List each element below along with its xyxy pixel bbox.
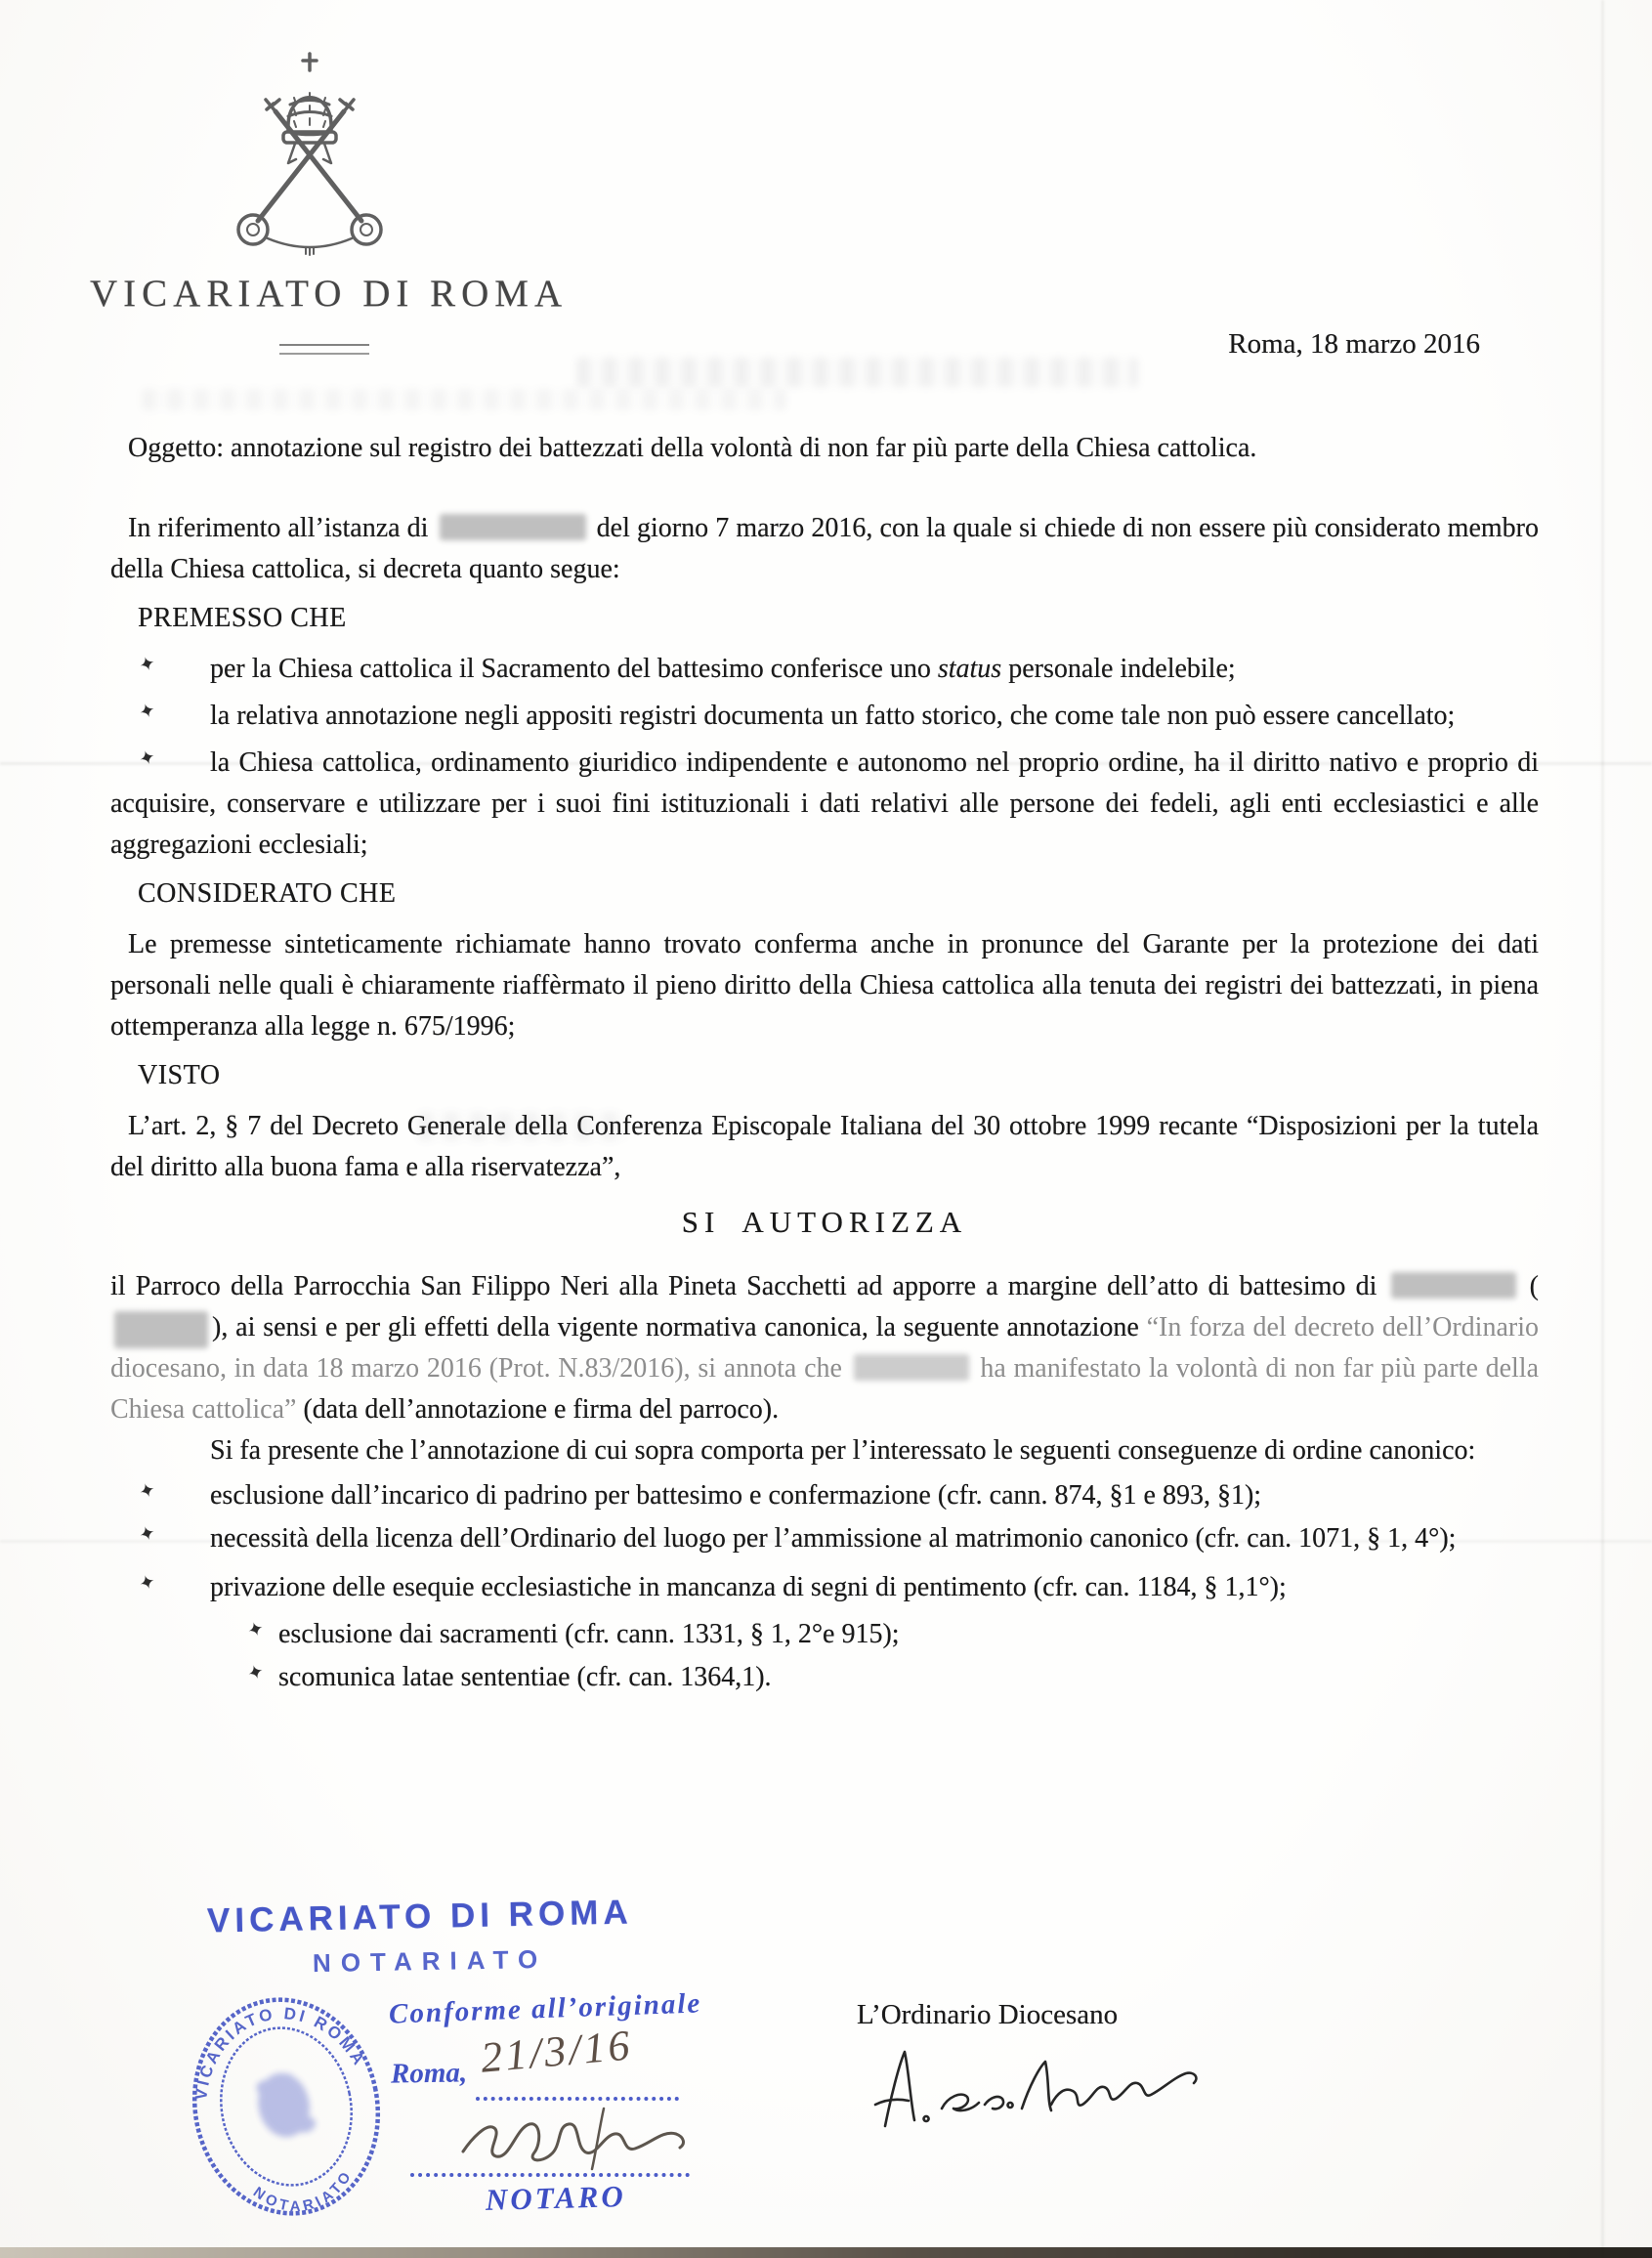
intro-text-post: del giorno 7 marzo 2016, con la quale si chiede di non essere più considerato membro della Chiesa cattolica, si decreta quanto segue: (110, 513, 1539, 584)
letterhead-title: VICARIATO DI ROMA (90, 273, 569, 315)
fold-crease (0, 1540, 1652, 1543)
scan-ghost-artifact (576, 358, 1138, 387)
consequences-intro: Si fa presente che l’annotazione di cui sopra comporta per l’interessato le seguenti conseguenze di ordine canonico: (210, 1435, 1476, 1466)
authorization-heading: SI AUTORIZZA (681, 1205, 968, 1239)
premesso-heading: PREMESSO CHE (138, 603, 347, 633)
premesso-item-2 (110, 696, 1539, 737)
quoted-annotation-2: ha manifestato la volontà di non far più parte della Chiesa cattolica” (110, 1353, 1539, 1425)
authorization-text-4: (data dell’annotazione e firma del parroco). (303, 1394, 780, 1425)
consequence-item-3-text: privazione delle esequie ecclesiastiche in mancanza di segni di pentimento (cfr. can. 1184, § 1,1°); (210, 1572, 1287, 1602)
premesso-item-3-text: la Chiesa cattolica, ordinamento giuridico indipendente e autonomo nel proprio ordine, ha il diritto nativo e proprio di acquisire, conservare e utilizzare per i suoi fini istituzionali i dati relativi alle persone dei fedeli, agli enti ecclesiastici e alle aggregazioni ecclesiali; (110, 747, 1539, 860)
consequence-item-4-text: esclusione dai sacramenti (cfr. cann. 1331, § 1, 2°e 915); (278, 1619, 900, 1649)
arrow-bullet-icon: ✦ (137, 700, 158, 724)
conforme-label: Conforme all’originale (388, 1987, 702, 2030)
premesso-item-2-text: la relativa annotazione negli appositi registri documenta un fatto storico, che come tale non può essere cancellato; (210, 701, 1456, 731)
redacted-name-3 (854, 1354, 969, 1381)
papal-keys-tiara-emblem-icon (217, 49, 402, 259)
visto-heading: VISTO (138, 1060, 221, 1090)
consequence-item-2 (110, 1518, 1539, 1559)
redacted-detail (114, 1311, 208, 1348)
subject-line: Oggetto: annotazione sul registro dei battezzati della volontà di non far più parte della Chiesa cattolica. (128, 433, 1257, 463)
consequence-item-1-text: esclusione dall’incarico di padrino per battesimo e confermazione (cfr. cann. 874, §1 e 893, §1); (210, 1480, 1262, 1511)
intro-paragraph (110, 508, 1539, 590)
notary-dotted-line-2 (410, 2173, 690, 2177)
letterhead-rule (279, 344, 369, 355)
scan-ghost-artifact (418, 1112, 628, 1141)
premesso-item-1-end: personale indelebile; (1001, 654, 1236, 684)
premesso-item-1-text: per la Chiesa cattolica il Sacramento del battesimo conferisce uno (210, 654, 938, 684)
document-body (110, 428, 1539, 1700)
place-date-line: Roma, 18 marzo 2016 (1228, 328, 1480, 360)
authorization-paragraph (110, 1266, 1539, 1430)
authorization-text-3: ), ai sensi e per gli effetti della vigente normativa canonica, la seguente annotazione (212, 1312, 1147, 1342)
quoted-annotation-1: “In forza del decreto dell’Ordinario diocesano, in data 18 marzo 2016 (Prot. N.83/2016), si annota che (110, 1312, 1539, 1384)
notary-stamp-title: VICARIATO DI ROMA (206, 1893, 634, 1940)
notary-round-seal (184, 1989, 389, 2224)
redacted-name-2 (1391, 1272, 1516, 1299)
premesso-item-3 (110, 743, 1539, 866)
redacted-name-1 (440, 514, 586, 540)
consequence-item-4 (110, 1614, 1539, 1655)
bottom-scan-edge (0, 2247, 1652, 2258)
seal-text-top: VICARIATO DI ROMA (191, 2004, 370, 2102)
arrow-bullet-icon: ✦ (137, 1571, 158, 1596)
handwritten-date: 21/3/16 (479, 2021, 635, 2082)
seal-text-bottom: NOTARIATO (249, 2166, 357, 2216)
premesso-item-1-italic: status (937, 654, 1002, 684)
consequence-item-5 (110, 1657, 1539, 1698)
fold-crease (0, 762, 1652, 765)
considerato-paragraph: Le premesse sinteticamente richiamate hanno trovato conferma anche in pronunce del Garante per la protezione dei dati personali nelle quali è chiaramente riaffèrmato il pieno diritto della Chiesa cattolica alla tenuta dei registri dei battezzati, in piena ottemperanza alla legge n. 675/1996; (110, 929, 1539, 1042)
roma-label: Roma, (390, 2057, 468, 2090)
page-edge-shadow (1601, 0, 1604, 2258)
consequence-item-5-text: scomunica latae sententiae (cfr. can. 1364,1). (278, 1662, 772, 1692)
arrow-bullet-icon: ✦ (137, 1479, 158, 1504)
arrow-bullet-icon: ✦ (137, 1522, 158, 1547)
premesso-item-1 (110, 649, 1539, 690)
consequence-item-1 (110, 1475, 1539, 1516)
considerato-heading: CONSIDERATO CHE (138, 878, 397, 909)
intro-text-pre: In riferimento all’istanza di (128, 513, 436, 543)
arrow-bullet-icon: ✦ (245, 1661, 267, 1685)
consequence-item-3 (110, 1567, 1539, 1608)
arrow-bullet-icon: ✦ (245, 1618, 267, 1642)
arrow-bullet-icon: ✦ (137, 746, 158, 771)
authorization-text-1: il Parroco della Parrocchia San Filippo Neri alla Pineta Sacchetti ad apporre a margine dell’atto di battesimo di (110, 1271, 1387, 1301)
ordinario-label: L’Ordinario Diocesano (857, 1999, 1119, 2030)
ordinario-signature (868, 2040, 1224, 2150)
scan-ghost-artifact (142, 389, 786, 410)
authorization-text-2: ( (1519, 1271, 1539, 1301)
notaro-label: NOTARO (485, 2179, 627, 2217)
visto-paragraph: L’art. 2, § 7 del Decreto Generale della Conferenza Episcopale Italiana del 30 ottobre 1999 recante “Disposizioni per la tutela del diritto alla buona fama e alla riservatezza”, (110, 1111, 1539, 1182)
consequence-item-2-text: necessità della licenza dell’Ordinario del luogo per l’ammissione al matrimonio canonico (cfr. can. 1071, § 1, 4°); (210, 1523, 1457, 1554)
arrow-bullet-icon: ✦ (137, 653, 158, 677)
notary-stamp-subtitle: NOTARIATO (312, 1943, 548, 1979)
